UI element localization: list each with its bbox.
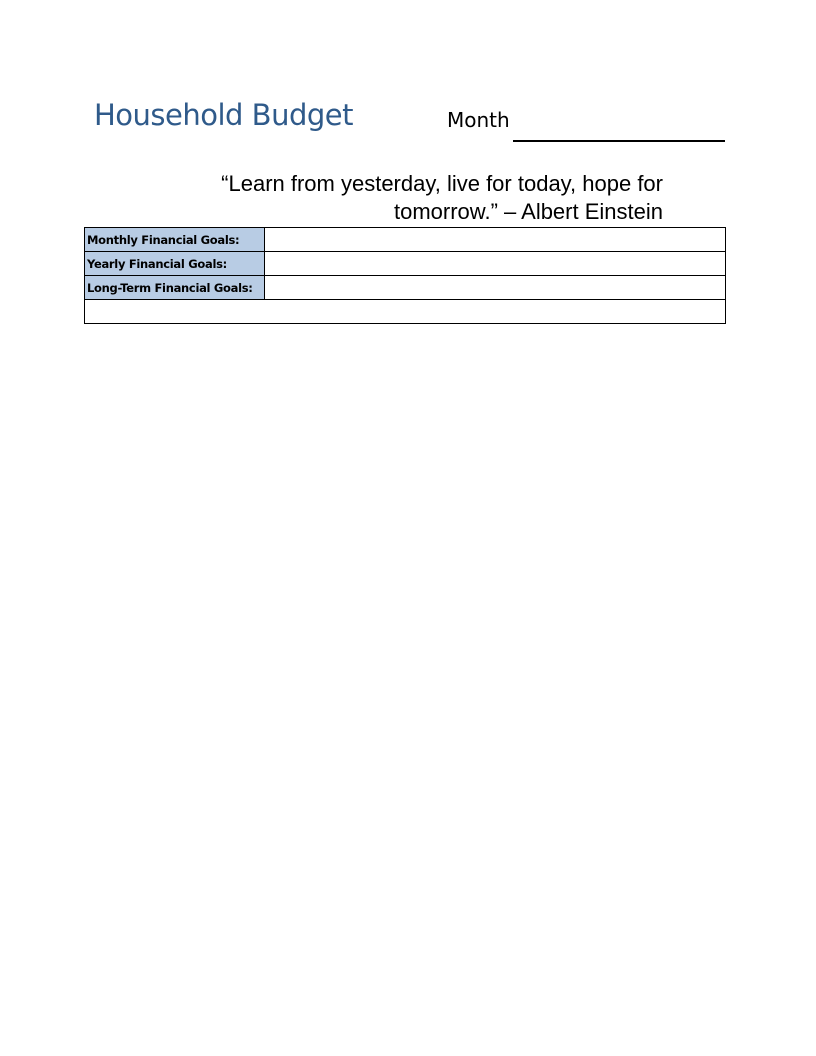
quote bbox=[168, 170, 663, 226]
additional-goals-field[interactable] bbox=[85, 300, 726, 324]
month-label: Month bbox=[447, 108, 510, 132]
table-row bbox=[85, 228, 726, 252]
table-row bbox=[85, 276, 726, 300]
yearly-goals-label: Yearly Financial Goals: bbox=[85, 252, 265, 276]
yearly-goals-field[interactable] bbox=[265, 252, 726, 276]
monthly-goals-field[interactable] bbox=[265, 228, 726, 252]
long-term-goals-field[interactable] bbox=[265, 276, 726, 300]
month-input-line[interactable] bbox=[513, 140, 725, 142]
long-term-goals-label: Long-Term Financial Goals: bbox=[85, 276, 265, 300]
table-row bbox=[85, 300, 726, 324]
quote-line-2: tomorrow.” – Albert Einstein bbox=[393, 199, 663, 224]
financial-goals-table bbox=[84, 227, 726, 324]
page-title: Household Budget bbox=[94, 98, 353, 132]
table-row bbox=[85, 252, 726, 276]
quote-line-1: “Learn from yesterday, live for today, hope for bbox=[221, 171, 663, 196]
monthly-goals-label: Monthly Financial Goals: bbox=[85, 228, 265, 252]
